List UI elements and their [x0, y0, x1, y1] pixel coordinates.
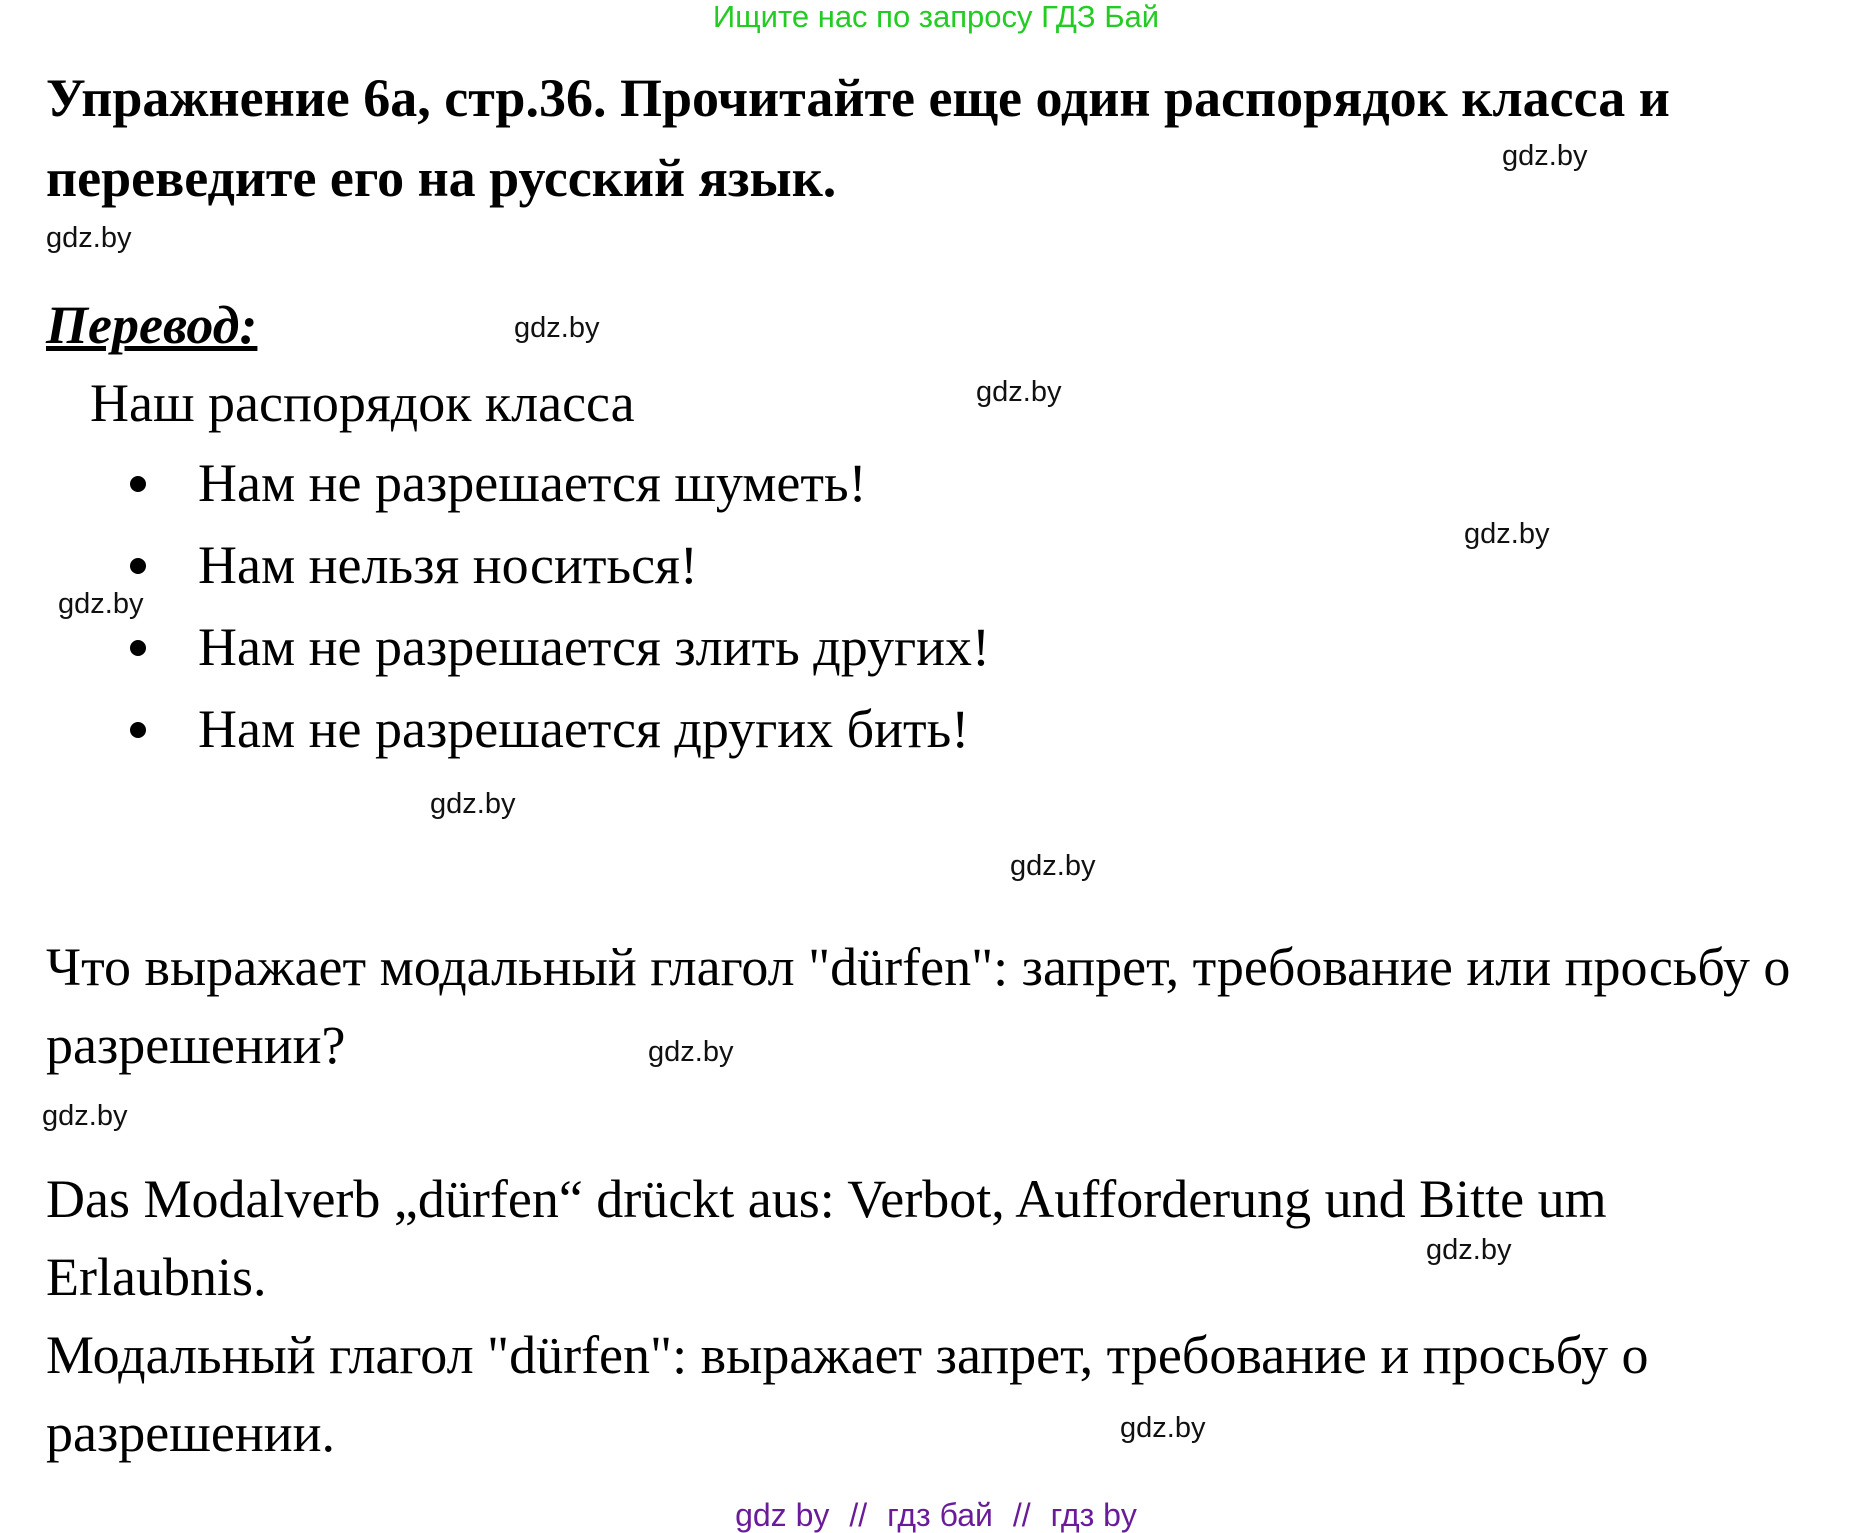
bullet-icon — [130, 640, 146, 656]
list-item-text: Нам не разрешается шуметь! — [198, 453, 867, 513]
list-item-text: Нам не разрешается других бить! — [198, 699, 970, 759]
question-paragraph: Что выражает модальный глагол "dürfen": запрет, требование или просьбу о разрешении? — [46, 937, 1791, 1075]
watermark: gdz.by — [648, 1036, 734, 1068]
search-hint-banner: Ищите нас по запросу ГДЗ Бай — [712, 0, 1160, 34]
german-answer-paragraph: Das Modalverb „dürfen“ drückt aus: Verbot, Aufforderung und Bitte um Erlaubnis. — [46, 1169, 1607, 1307]
watermark: gdz.by — [42, 1100, 128, 1132]
watermark: gdz.by — [514, 312, 600, 344]
watermark: gdz.by — [430, 788, 516, 820]
list-item — [120, 616, 990, 698]
list-heading: Наш распорядок класса — [90, 373, 635, 433]
list-item — [120, 698, 990, 780]
list-item-text: Нам нельзя носиться! — [198, 535, 698, 595]
watermark: gdz.by — [46, 222, 132, 254]
watermark: gdz.by — [1502, 140, 1588, 172]
watermark: gdz.by — [1464, 518, 1550, 550]
footer-link[interactable]: gdz by — [735, 1497, 830, 1533]
list-item-text: Нам не разрешается злить других! — [198, 617, 991, 677]
watermark: gdz.by — [976, 376, 1062, 408]
footer-link[interactable]: гдз бай — [887, 1497, 993, 1533]
translation-label: Перевод: — [46, 295, 258, 355]
footer-separator: // — [849, 1497, 868, 1533]
list-item — [120, 534, 990, 616]
watermark: gdz.by — [58, 588, 144, 620]
exercise-title: Упражнение 6а, стр.36. Прочитайте еще один распорядок класса и переведите его на русский язык. — [46, 68, 1670, 208]
watermark: gdz.by — [1120, 1412, 1206, 1444]
footer-separator: // — [1012, 1497, 1031, 1533]
bullet-icon — [130, 476, 146, 492]
watermark: gdz.by — [1426, 1234, 1512, 1266]
list-item — [120, 452, 990, 534]
footer-links — [0, 1498, 1872, 1532]
watermark: gdz.by — [1010, 850, 1096, 882]
russian-answer-paragraph: Модальный глагол "dürfen": выражает запрет, требование и просьбу о разрешении. — [46, 1325, 1649, 1463]
footer-link[interactable]: гдз by — [1050, 1497, 1137, 1533]
bullet-icon — [130, 722, 146, 738]
bullet-icon — [130, 558, 146, 574]
class-rules-list — [120, 452, 990, 780]
